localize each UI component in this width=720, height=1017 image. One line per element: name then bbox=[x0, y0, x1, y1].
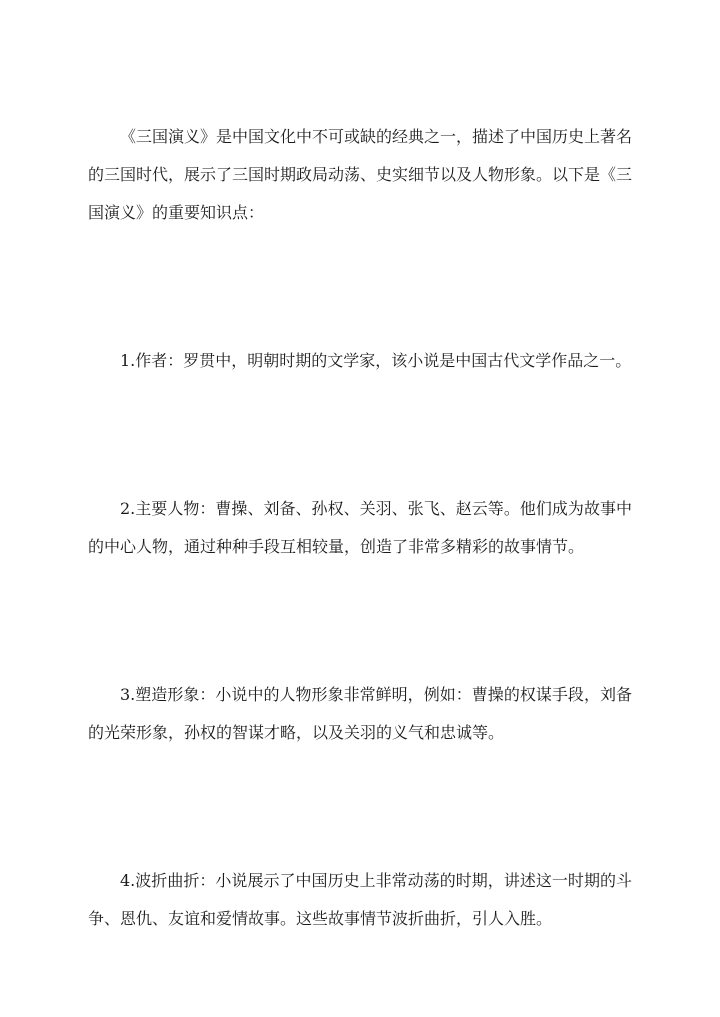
point-characterization: 3.塑造形象：小说中的人物形象非常鲜明，例如：曹操的权谋手段，刘备的光荣形象，孙权的智谋才略，以及关羽的义气和忠诚等。 bbox=[88, 685, 632, 742]
point-author: 1.作者：罗贯中，明朝时期的文学家，该小说是中国古代文学作品之一。 bbox=[120, 351, 632, 370]
point-plot-twists: 4.波折曲折：小说展示了中国历史上非常动荡的时期，讲述这一时期的斗争、恩仇、友谊和爱情故事。这些故事情节波折曲折，引人入胜。 bbox=[88, 871, 632, 928]
document-body bbox=[88, 118, 632, 938]
point-main-characters: 2.主要人物：曹操、刘备、孙权、关羽、张飞、赵云等。他们成为故事中的中心人物，通过种种手段互相较量，创造了非常多精彩的故事情节。 bbox=[88, 499, 632, 556]
intro-paragraph: 《三国演义》是中国文化中不可或缺的经典之一，描述了中国历史上著名的三国时代，展示了三国时期政局动荡、史实细节以及人物形象。以下是《三国演义》的重要知识点： bbox=[88, 127, 633, 222]
